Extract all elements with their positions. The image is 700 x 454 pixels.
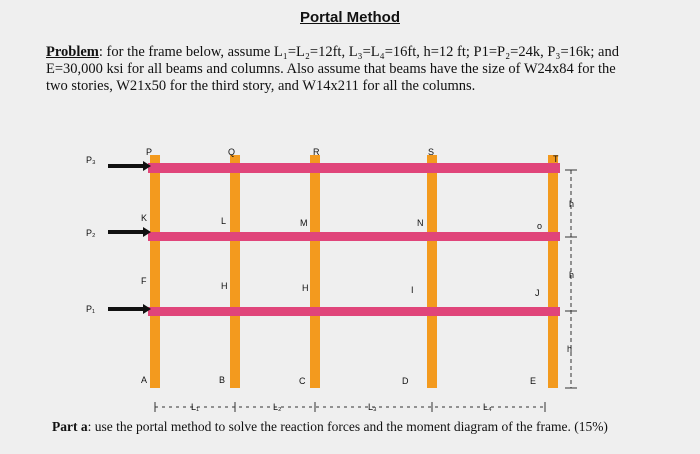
node-label-q: Q xyxy=(228,147,236,157)
node-label-r: R xyxy=(313,147,320,157)
base-label-a: A xyxy=(141,375,148,385)
base-label-c: C xyxy=(299,376,306,386)
beam-third-story xyxy=(148,163,560,173)
load-label-p1: P₁ xyxy=(86,304,96,314)
beams xyxy=(148,163,560,316)
node-label-o: o xyxy=(537,221,543,231)
base-label-d: D xyxy=(402,376,409,386)
load-label-p3: P₃ xyxy=(86,155,96,165)
column-b xyxy=(230,155,240,388)
load-label-p2: P₂ xyxy=(86,228,96,238)
part-a-lead: Part a xyxy=(52,419,88,434)
column-e xyxy=(548,155,558,388)
span-label-l4: L₄ xyxy=(483,402,492,412)
span-label-l1: L₁ xyxy=(191,402,200,412)
problem-lead: Problem xyxy=(46,44,99,60)
node-label-j: J xyxy=(535,288,540,298)
span-label-l2: L₂ xyxy=(273,402,282,412)
column-c xyxy=(310,155,320,388)
beam-first-story xyxy=(148,307,560,316)
node-label-f: F xyxy=(141,276,147,286)
span-label-l3: L₃ xyxy=(368,402,377,412)
node-label-s: S xyxy=(428,147,435,157)
problem-text: : for the frame below, assume L₁=L₂=12ft, L₃=L₄=16ft, h=12 ft; P1=P₂=24k, P₃=16k; and E=30,000 ksi for all beams and columns. Also assume that beams have the size of W24x84 for the two stories, W21x50 for the third story, and W14x211 for all the columns. xyxy=(46,44,619,94)
page-title: Portal Method xyxy=(300,9,400,26)
node-label-m: M xyxy=(300,218,308,228)
node-label-h2: H xyxy=(302,283,309,293)
node-label-p: P xyxy=(146,147,153,157)
height-label-2: h xyxy=(569,270,575,280)
height-label-1: h xyxy=(569,199,575,209)
beam-second-story xyxy=(148,232,560,241)
load-arrows xyxy=(108,161,151,314)
part-a-statement xyxy=(52,419,652,435)
column-a xyxy=(150,155,160,388)
node-label-h1: H xyxy=(221,281,228,291)
node-label-i: I xyxy=(411,285,414,295)
base-label-e: E xyxy=(530,376,537,386)
column-d xyxy=(427,155,437,388)
height-label-3: h xyxy=(567,344,573,354)
node-label-t: T xyxy=(553,154,559,164)
base-label-b: B xyxy=(219,375,226,385)
node-label-k: K xyxy=(141,213,148,223)
columns xyxy=(150,155,558,388)
part-a-text: : use the portal method to solve the reaction forces and the moment diagram of the frame. (15%) xyxy=(87,419,608,434)
node-label-l: L xyxy=(221,216,227,226)
node-label-n: N xyxy=(417,218,424,228)
